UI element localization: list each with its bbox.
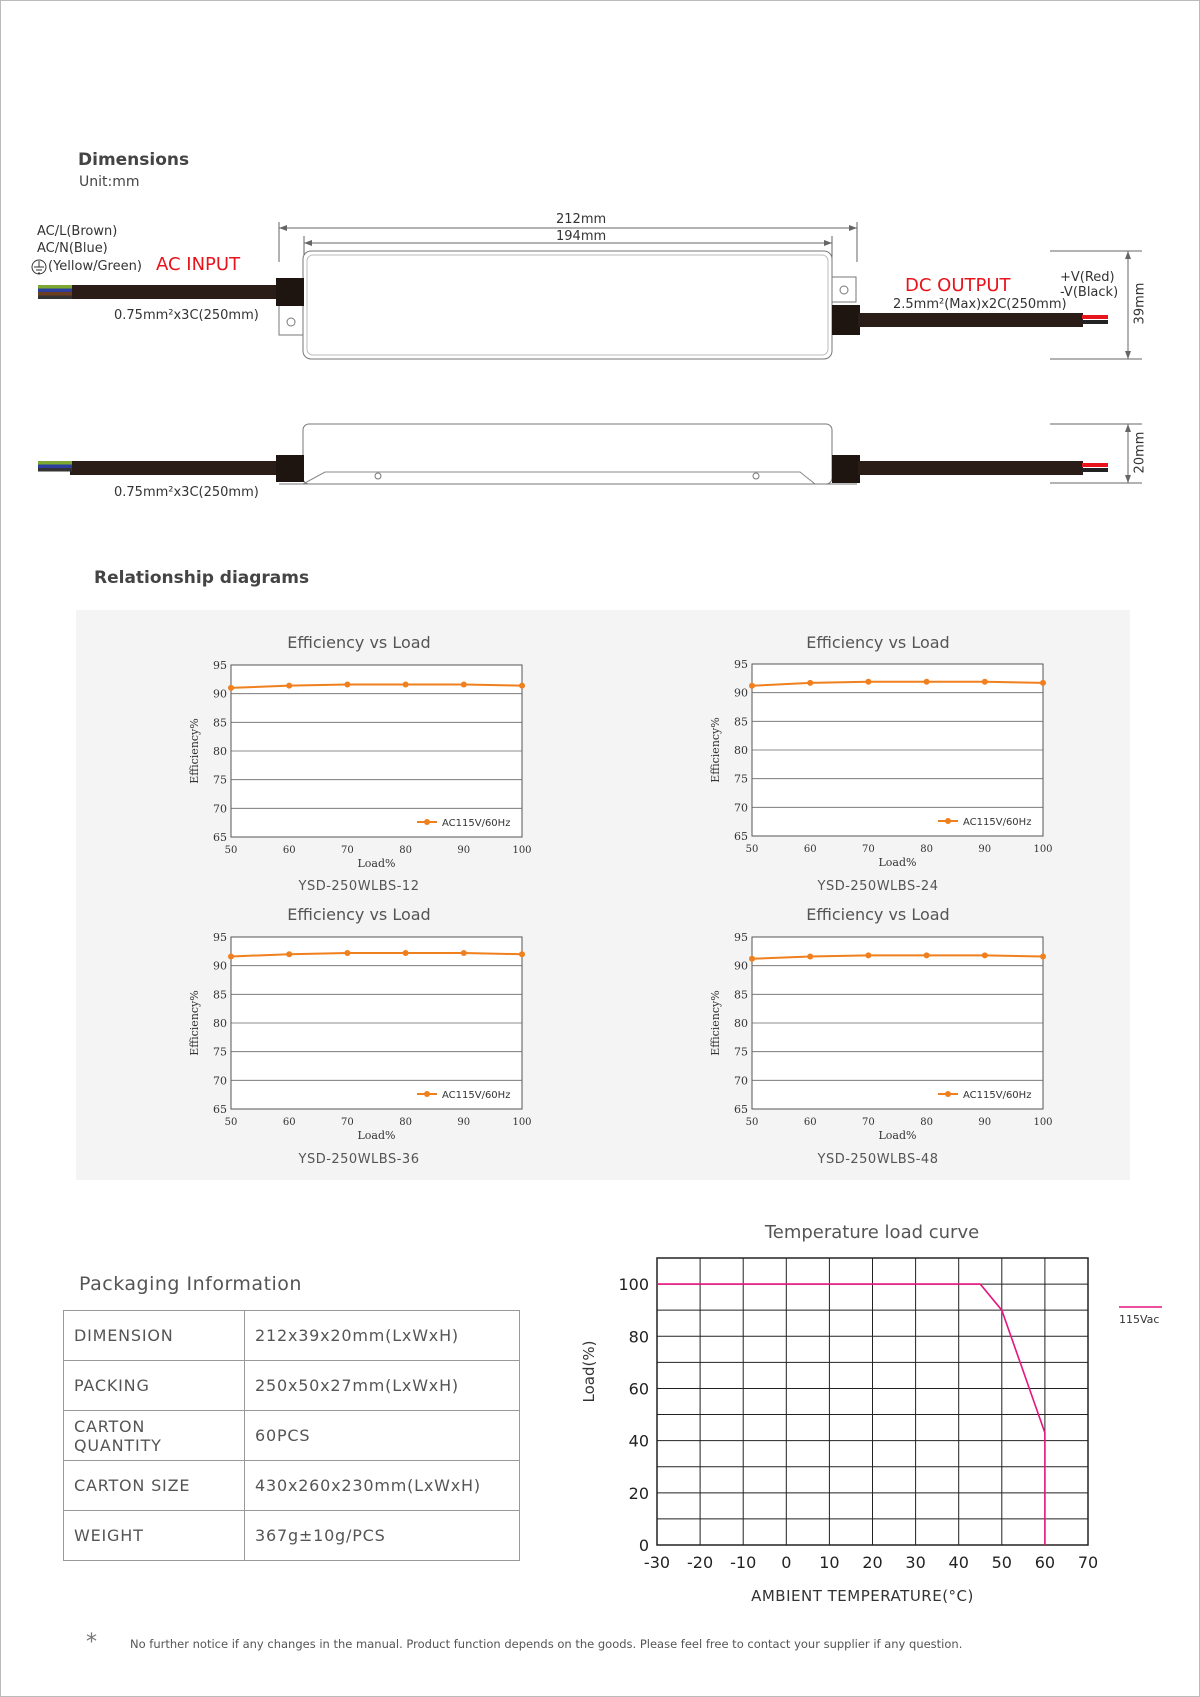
data-point <box>807 953 813 959</box>
data-point <box>403 950 409 956</box>
table-row <box>64 1511 520 1561</box>
dc-output-label: DC OUTPUT <box>905 275 1011 296</box>
data-point <box>228 953 234 959</box>
x-tick-label: 90 <box>978 1117 992 1128</box>
x-tick-label: 60 <box>803 1117 817 1128</box>
data-point <box>749 956 755 962</box>
y-tick-label: 90 <box>213 959 227 973</box>
x-tick-label: 80 <box>920 844 933 855</box>
temp-y-tick: 20 <box>628 1483 649 1503</box>
data-point <box>519 951 525 957</box>
x-axis-label: Load% <box>357 1129 396 1142</box>
y-tick-label: 75 <box>734 772 748 786</box>
y-tick-label: 75 <box>213 773 227 787</box>
input-cable-side-label: 0.75mm²x3C(250mm) <box>114 485 259 500</box>
y-tick-label: 80 <box>734 744 748 757</box>
pack-key: CARTON SIZE <box>64 1461 245 1511</box>
ac-l-label: AC/L(Brown) <box>37 224 118 239</box>
legend-label: AC115V/60Hz <box>442 818 511 829</box>
x-tick-label: 60 <box>282 1117 296 1128</box>
x-tick-label: 70 <box>341 1117 354 1128</box>
y-tick-label: 70 <box>734 801 748 815</box>
ground-label: (Yellow/Green) <box>48 259 142 274</box>
chart-title-12: Efficiency vs Load <box>287 633 431 652</box>
ac-input-label: AC INPUT <box>156 254 241 275</box>
data-point <box>286 683 292 689</box>
height-side-label: 20mm <box>1132 431 1148 474</box>
data-point <box>982 679 988 685</box>
length-total-label: 212mm <box>556 212 607 227</box>
ac-n-label: AC/N(Blue) <box>37 241 108 256</box>
vpos-label: +V(Red) <box>1060 270 1115 285</box>
dimensions-title: Dimensions <box>78 150 190 170</box>
x-tick-label: 50 <box>745 844 759 855</box>
legend-marker <box>945 1091 951 1097</box>
temp-x-tick: 0 <box>781 1553 792 1572</box>
temp-y-tick: 0 <box>638 1536 649 1555</box>
y-tick-label: 85 <box>734 715 748 729</box>
x-tick-label: 50 <box>224 1117 238 1128</box>
data-point <box>403 681 409 687</box>
y-tick-label: 75 <box>734 1045 748 1059</box>
y-axis-label: Efficiency% <box>709 990 722 1056</box>
data-point <box>344 681 350 687</box>
table-row <box>64 1361 520 1411</box>
y-axis-label: Efficiency% <box>709 717 722 783</box>
x-tick-label: 100 <box>512 1117 532 1128</box>
x-tick-label: 60 <box>803 844 817 855</box>
temp-x-tick: 50 <box>991 1553 1012 1572</box>
x-tick-label: 80 <box>399 1117 412 1128</box>
pack-value: 60PCS <box>245 1411 520 1461</box>
pack-key: WEIGHT <box>64 1511 245 1561</box>
temp-x-tick: 10 <box>819 1553 840 1572</box>
temp-x-tick: -10 <box>730 1553 757 1572</box>
temp-x-tick: -30 <box>643 1553 671 1572</box>
y-tick-label: 75 <box>213 1045 227 1059</box>
temp-y-tick: 80 <box>628 1327 649 1347</box>
data-point <box>461 681 467 687</box>
y-tick-label: 65 <box>213 1103 227 1116</box>
relationship-title: Relationship diagrams <box>94 568 310 588</box>
y-tick-label: 80 <box>213 1017 227 1030</box>
y-tick-label: 95 <box>734 931 748 944</box>
pack-key: CARTON QUANTITY <box>64 1411 245 1461</box>
length-body-label: 194mm <box>556 229 607 244</box>
temp-legend-label: 115Vac <box>1119 1313 1160 1326</box>
input-cable-label: 0.75mm²x3C(250mm) <box>114 308 259 323</box>
legend-marker <box>424 1091 430 1097</box>
data-point <box>865 952 871 958</box>
y-axis-label: Efficiency% <box>188 718 201 784</box>
y-tick-label: 80 <box>734 1017 748 1030</box>
x-tick-label: 80 <box>920 1117 933 1128</box>
x-axis-label: Load% <box>357 857 396 870</box>
y-tick-label: 85 <box>734 988 748 1002</box>
x-tick-label: 50 <box>224 845 238 856</box>
height-top-label: 39mm <box>1132 282 1148 325</box>
data-point <box>1040 953 1046 959</box>
output-cable-label: 2.5mm²(Max)x2C(250mm) <box>893 297 1067 312</box>
vneg-label: -V(Black) <box>1060 285 1119 300</box>
temp-x-tick: 70 <box>1077 1553 1099 1572</box>
data-point <box>519 683 525 689</box>
temp-y-tick: 60 <box>628 1379 649 1399</box>
x-tick-label: 100 <box>1033 1117 1053 1128</box>
table-row <box>64 1311 520 1361</box>
data-point <box>807 680 813 686</box>
pack-value: 250x50x27mm(LxWxH) <box>245 1361 520 1411</box>
data-point <box>749 683 755 689</box>
model-label-48: YSD-250WLBS-48 <box>817 1152 939 1167</box>
x-tick-label: 90 <box>978 844 992 855</box>
temp-x-tick: 20 <box>862 1553 883 1572</box>
temp-x-tick: 40 <box>948 1553 969 1572</box>
y-tick-label: 85 <box>213 988 227 1002</box>
y-tick-label: 95 <box>734 658 748 671</box>
pack-value: 430x260x230mm(LxWxH) <box>245 1461 520 1511</box>
pack-key: PACKING <box>64 1361 245 1411</box>
x-axis-label: Load% <box>878 1129 917 1142</box>
packaging-table <box>63 1310 520 1561</box>
x-tick-label: 70 <box>862 1117 875 1128</box>
temp-x-tick: 60 <box>1034 1553 1056 1572</box>
legend-label: AC115V/60Hz <box>442 1090 511 1101</box>
y-tick-label: 85 <box>213 716 227 730</box>
model-label-12: YSD-250WLBS-12 <box>298 879 420 894</box>
y-tick-label: 90 <box>734 686 748 700</box>
chart-title-24: Efficiency vs Load <box>806 633 950 652</box>
y-tick-label: 90 <box>734 959 748 973</box>
legend-marker <box>424 819 430 825</box>
data-point <box>344 950 350 956</box>
x-tick-label: 90 <box>457 845 471 856</box>
data-point <box>1040 680 1046 686</box>
model-label-36: YSD-250WLBS-36 <box>298 1152 420 1167</box>
packaging-title: Packaging Information <box>79 1273 302 1295</box>
model-label-24: YSD-250WLBS-24 <box>817 879 939 894</box>
y-tick-label: 95 <box>213 659 227 672</box>
y-tick-label: 95 <box>213 931 227 944</box>
y-tick-label: 70 <box>213 1074 227 1088</box>
x-tick-label: 50 <box>745 1117 759 1128</box>
table-row <box>64 1411 520 1461</box>
x-tick-label: 60 <box>282 845 296 856</box>
data-point <box>924 952 930 958</box>
y-tick-label: 70 <box>213 802 227 816</box>
data-point <box>865 679 871 685</box>
data-point <box>228 685 234 691</box>
legend-label: AC115V/60Hz <box>963 817 1032 828</box>
x-tick-label: 80 <box>399 845 412 856</box>
y-tick-label: 80 <box>213 745 227 758</box>
legend-label: AC115V/60Hz <box>963 1090 1032 1101</box>
x-tick-label: 70 <box>862 844 875 855</box>
temp-x-axis-label: AMBIENT TEMPERATURE(°C) <box>751 1587 974 1605</box>
pack-value: 212x39x20mm(LxWxH) <box>245 1311 520 1361</box>
footer-star: * <box>86 1630 97 1655</box>
data-point <box>924 679 930 685</box>
x-tick-label: 100 <box>1033 844 1053 855</box>
temp-y-tick: 40 <box>628 1431 649 1451</box>
chart-title-48: Efficiency vs Load <box>806 905 950 924</box>
pack-value: 367g±10g/PCS <box>245 1511 520 1561</box>
temp-chart-title: Temperature load curve <box>764 1222 980 1243</box>
data-point <box>982 952 988 958</box>
y-tick-label: 65 <box>734 1103 748 1116</box>
x-axis-label: Load% <box>878 856 917 869</box>
temp-x-tick: -20 <box>687 1553 714 1572</box>
pack-key: DIMENSION <box>64 1311 245 1361</box>
y-axis-label: Efficiency% <box>188 990 201 1056</box>
x-tick-label: 70 <box>341 845 354 856</box>
dimensions-unit: Unit:mm <box>79 174 140 190</box>
temp-y-tick: 100 <box>618 1275 649 1295</box>
y-tick-label: 90 <box>213 687 227 701</box>
chart-title-36: Efficiency vs Load <box>287 905 431 924</box>
x-tick-label: 100 <box>512 845 532 856</box>
footer-note: No further notice if any changes in the manual. Product function depends on the goods. Please feel free to contact your supplier if any question. <box>130 1637 963 1651</box>
temp-x-tick: 30 <box>905 1553 926 1572</box>
y-tick-label: 65 <box>734 830 748 843</box>
legend-marker <box>945 818 951 824</box>
table-row <box>64 1461 520 1511</box>
temp-y-axis-label: Load(%) <box>580 1340 598 1403</box>
x-tick-label: 90 <box>457 1117 471 1128</box>
y-tick-label: 65 <box>213 831 227 844</box>
y-tick-label: 70 <box>734 1074 748 1088</box>
data-point <box>286 951 292 957</box>
data-point <box>461 950 467 956</box>
